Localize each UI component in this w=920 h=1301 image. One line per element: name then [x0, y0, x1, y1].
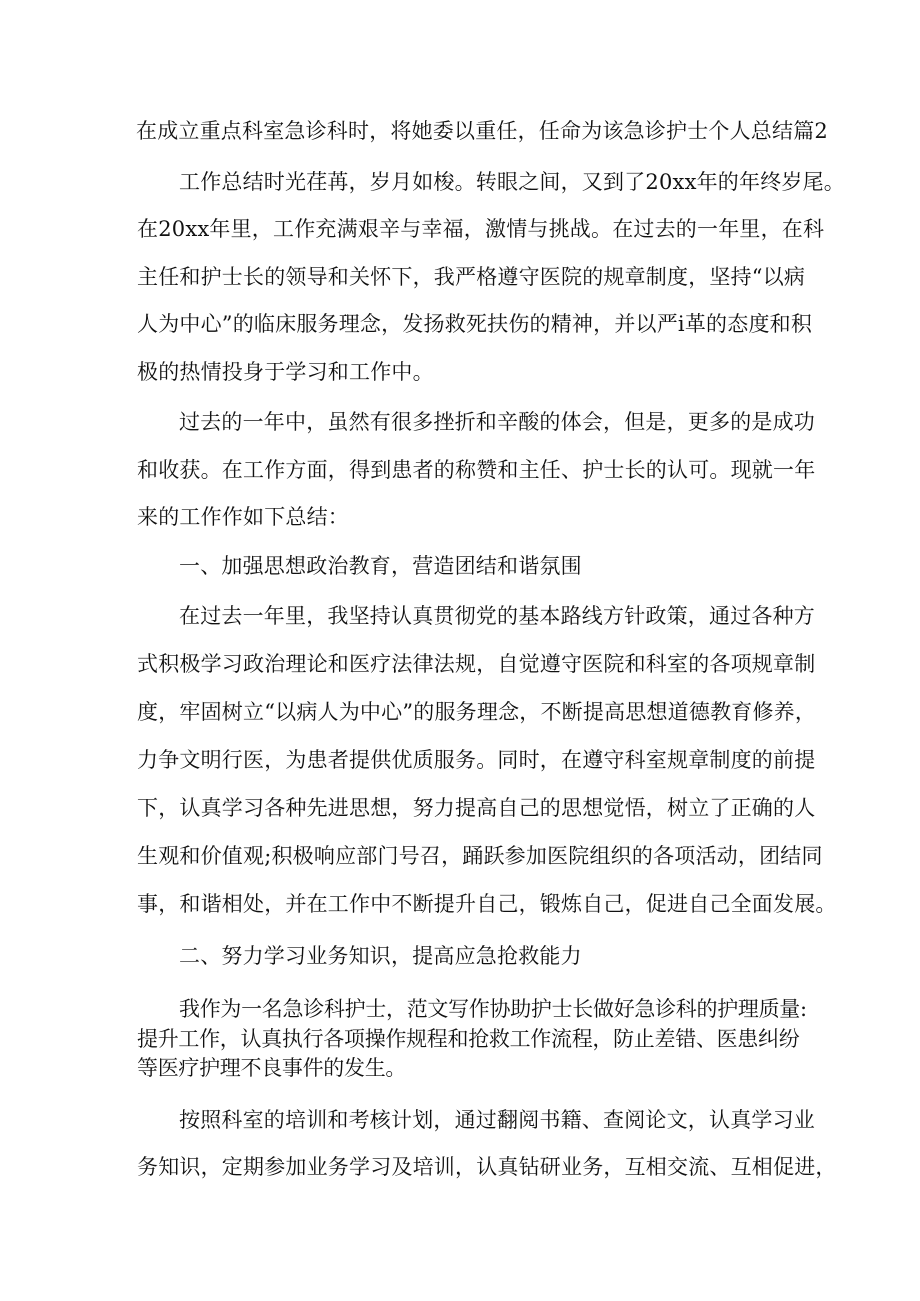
text-line-8: 和收获。在工作方面，得到患者的称赞和主任、护士长的认可。现就一年	[137, 458, 816, 482]
text-line-7: 过去的一年中，虽然有很多挫折和辛酸的体会，但是，更多的是成功	[179, 410, 815, 434]
text-line-13: 度，牢固树立“以病人为中心”的服务理念，不断提高思想道德教育修养，	[137, 700, 817, 724]
text-line-21: 等医疗护理不良事件的发生。	[137, 1056, 407, 1080]
text-line-11: 在过去一年里，我坚持认真贯彻党的基本路线方针政策，通过各种方	[179, 604, 815, 628]
text-line-16: 生观和价值观;积极响应部门号召，踊跃参加医院组织的各项活动，团结同	[137, 844, 823, 868]
text-line-9: 来的工作作如下总结：	[137, 505, 349, 529]
text-line-14: 力争文明行医，为患者提供优质服务。同时，在遵守科室规章制度的前提	[137, 748, 816, 772]
text-line-5: 人为中心”的临床服务理念，发扬救死扶伤的精神，并以严i革的态度和积	[137, 312, 813, 336]
text-line-19: 我作为一名急诊科护士，范文写作协助护士长做好急诊科的护理质量:	[179, 997, 807, 1021]
text-line-4: 主任和护士长的领导和关怀下，我严格遵守医院的规章制度，坚持“以病	[137, 265, 806, 289]
text-line-6: 极的热情投身于学习和工作中。	[137, 360, 434, 384]
text-line-2: 工作总结时光荏苒，岁月如梭。转眼之间，又到了20xx年的年终岁尾。	[179, 170, 846, 194]
section-heading-2: 二、努力学习业务知识，提高应急抢救能力	[179, 944, 582, 968]
text-line-20: 提升工作，认真执行各项操作规程和抢救工作流程，防止差错、医患纠纷	[137, 1027, 800, 1051]
text-line-23: 务知识，定期参加业务学习及培训，认真钻研业务，互相交流、互相促进，	[137, 1155, 837, 1179]
text-line-15: 下，认真学习各种先进思想，努力提高自己的思想觉悟，树立了正确的人	[137, 796, 816, 820]
text-line-12: 式积极学习政治理论和医疗法律法规，自觉遵守医院和科室的各项规章制	[137, 652, 816, 676]
text-line-3: 在20xx年里，工作充满艰辛与幸福，激情与挑战。在过去的一年里，在科	[137, 217, 825, 241]
text-line-1: 在成立重点科室急诊科时，将她委以重任，任命为该急诊护士个人总结篇2	[136, 119, 828, 143]
section-heading-1: 一、加强思想政治教育，营造团结和谐氛围	[179, 554, 582, 578]
text-line-17: 事，和谐相处，并在工作中不断提升自己，锻炼自己，促进自己全面发展。	[137, 892, 837, 916]
text-line-22: 按照科室的培训和考核计划，通过翻阅书籍、查阅论文，认真学习业	[179, 1108, 815, 1132]
